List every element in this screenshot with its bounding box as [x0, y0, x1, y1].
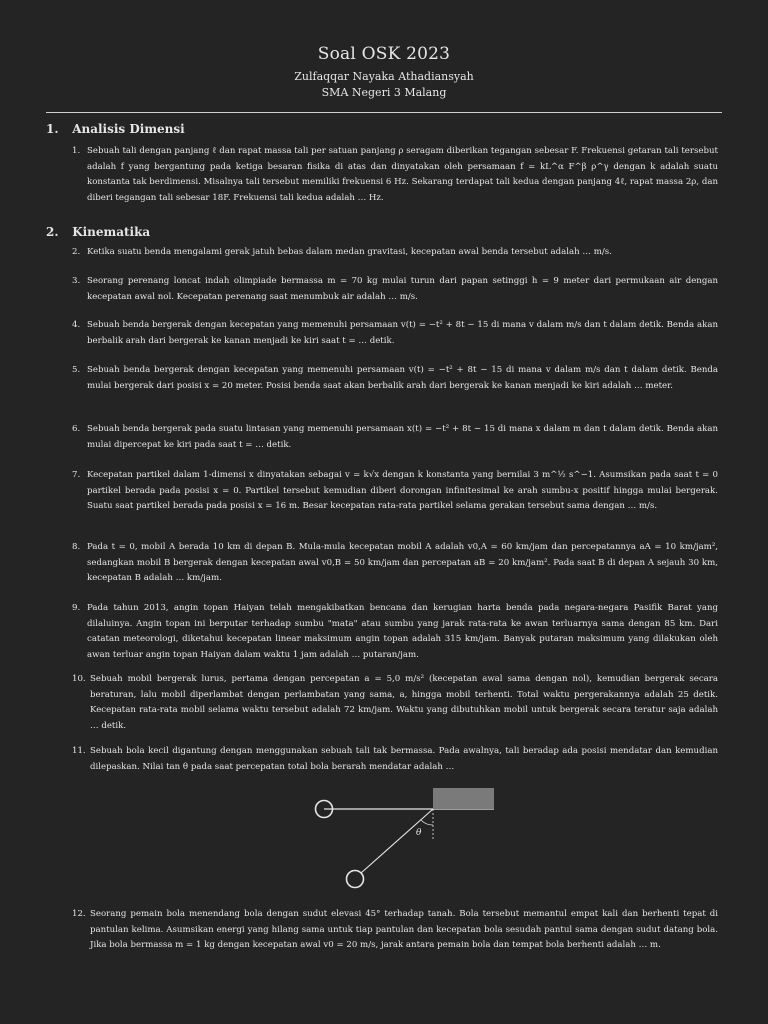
page-title: Soal OSK 2023: [317, 44, 451, 64]
problem-number: 8.: [72, 542, 81, 552]
problem-3: [72, 274, 718, 305]
school-name: SMA Negeri 3 Malang: [321, 86, 447, 99]
problem-text: Ketika suatu benda mengalami gerak jatuh bebas dalam medan gravitasi, kecepatan awal benda tersebut adalah … m/s.: [87, 247, 612, 257]
problem-5: [72, 363, 718, 394]
problem-text: Sebuah benda bergerak dengan kecepatan yang memenuhi persamaan v(t) = −t² + 8t − 15 di mana v dalam m/s dan t dalam detik. Benda mulai bergerak dari posisi x = 20 meter. Posisi benda saat akan berbalik arah dari bergerak ke kanan menjadi ke kiri adalah … meter.: [87, 365, 718, 391]
problem-9: [72, 601, 718, 663]
problem-number: 3.: [72, 276, 81, 286]
problem-number: 4.: [72, 320, 81, 330]
problem-number: 6.: [72, 424, 81, 434]
problem-number: 7.: [72, 470, 81, 480]
problem-8: [72, 540, 718, 587]
problem-6: [72, 422, 718, 453]
problem-number: 10.: [72, 674, 86, 684]
section-heading-2: [46, 225, 150, 239]
problem-text: Pada t = 0, mobil A berada 10 km di depan B. Mula-mula kecepatan mobil A adalah v0,A = 60 km/jam dan percepatannya aA = 10 km/jam², sedangkan mobil B bergerak dengan kecepatan awal v0,B = 50 km/jam dan percepatan aB = 20 km/jam². Pada saat B di depan A sejauh 30 km, kecepatan B adalah … km/jam.: [87, 542, 718, 583]
problem-number: 12.: [72, 909, 86, 919]
problem-11: [72, 744, 718, 775]
ceiling-block: [433, 788, 494, 809]
pendulum-string: [361, 809, 433, 873]
problem-number: 1.: [72, 146, 81, 156]
problem-10: [72, 672, 718, 734]
problem-12: [72, 907, 718, 954]
problem-text: Seorang pemain bola menendang bola dengan sudut elevasi 45° terhadap tanah. Bola tersebut memantul empat kali dan berhenti tepat di pantulan kelima. Asumsikan energi yang hilang sama untuk tiap pantulan dan kecepatan bola sesudah pantul sama dengan sudut datang bola. Jika bola bermassa m = 1 kg dengan kecepatan awal v0 = 20 m/s, jarak antara pemain bola dan tempat bola berhenti adalah … m.: [90, 909, 718, 950]
problem-text: Sebuah tali dengan panjang ℓ dan rapat massa tali per satuan panjang ρ seragam diberikan tegangan sebesar F. Frekuensi getaran tali tersebut adalah f yang bergantung pada ketiga besaran fisika di atas dan dinyatakan oleh persamaan f = kL^α F^β ρ^γ dengan k adalah suatu konstanta tak berdimensi. Misalnya tali tersebut memiliki frekuensi 6 Hz. Sekarang terdapat tali kedua dengan panjang 4ℓ, rapat massa 2ρ, dan diberi tegangan tali sebesar 18F. Frekuensi tali kedua adalah … Hz.: [87, 146, 718, 203]
problem-text: Sebuah benda bergerak dengan kecepatan yang memenuhi persamaan v(t) = −t² + 8t − 15 di mana v dalam m/s dan t dalam detik. Benda akan berbalik arah dari bergerak ke kanan menjadi ke kiri saat t = … detik.: [87, 320, 718, 346]
problem-text: Sebuah bola kecil digantung dengan menggunakan sebuah tali tak bermassa. Pada awalnya, tali beradap ada posisi mendatar dan kemudian dilepaskan. Nilai tan θ pada saat percepatan total bola berarah mendatar adalah …: [90, 746, 718, 772]
author-name: Zulfaqqar Nayaka Athadiansyah: [294, 70, 474, 83]
pendulum-figure: [300, 780, 510, 895]
section-number: 1.: [46, 122, 59, 136]
section-number: 2.: [46, 225, 59, 239]
problem-1: [72, 144, 718, 206]
problem-text: Kecepatan partikel dalam 1-dimensi x dinyatakan sebagai v = k√x dengan k konstanta yang bernilai 3 m^½ s^−1. Asumsikan pada saat t = 0 partikel berada pada posisi x = 0. Partikel tersebut kemudian diberi dorongan infinitesimal ke arah sumbu-x positif hingga mulai bergerak. Suatu saat partikel berada pada posisi x = 16 m. Besar kecepatan rata-rata partikel selama gerakan tersebut sama dengan … m/s.: [87, 470, 718, 511]
problem-text: Pada tahun 2013, angin topan Haiyan telah mengakibatkan bencana dan kerugian harta benda pada negara-negara Pasifik Barat yang dilaluinya. Angin topan ini berputar terhadap sumbu "mata" atau sumbu yang jarak rata-rata ke awan terluarnya sama dengan 85 km. Dari catatan meteorologi, diketahui kecepatan linear maksimum angin topan adalah 315 km/jam. Banyak putaran maksimum yang dilakukan oleh awan terluar angin topan Haiyan dalam waktu 1 jam adalah … putaran/jam.: [87, 603, 718, 660]
theta-label: θ: [416, 828, 422, 838]
section-title: Analisis Dimensi: [72, 122, 185, 136]
section-title: Kinematika: [72, 225, 151, 239]
hanging-ball: [347, 871, 364, 888]
problem-number: 11.: [72, 746, 86, 756]
problem-text: Seorang perenang loncat indah olimpiade bermassa m = 70 kg mulai turun dari papan setinggi h = 9 meter dari permukaan air dengan kecepatan awal nol. Kecepatan perenang saat menumbuk air adalah … m/s.: [87, 276, 718, 302]
problem-number: 5.: [72, 365, 81, 375]
angle-arc: [421, 820, 433, 825]
header-divider: [46, 112, 722, 113]
problem-number: 2.: [72, 247, 81, 257]
problem-4: [72, 318, 718, 349]
problem-number: 9.: [72, 603, 81, 613]
problem-2: [72, 245, 718, 261]
problem-text: Sebuah mobil bergerak lurus, pertama dengan percepatan a = 5,0 m/s² (kecepatan awal sama dengan nol), kemudian bergerak secara beraturan, lalu mobil diperlambat dengan perlambatan yang sama, a, hingga mobil terhenti. Total waktu pergerakannya adalah 25 detik. Kecepatan rata-rata mobil selama waktu tersebut adalah 72 km/jam. Waktu yang dibutuhkan mobil untuk bergerak secara teratur saja adalah … detik.: [90, 674, 718, 731]
problem-text: Sebuah benda bergerak pada suatu lintasan yang memenuhi persamaan x(t) = −t² + 8t − 15 di mana x dalam m dan t dalam detik. Benda akan mulai dipercepat ke kiri pada saat t = … detik.: [87, 424, 718, 450]
problem-7: [72, 468, 718, 515]
section-heading-1: [46, 122, 185, 136]
